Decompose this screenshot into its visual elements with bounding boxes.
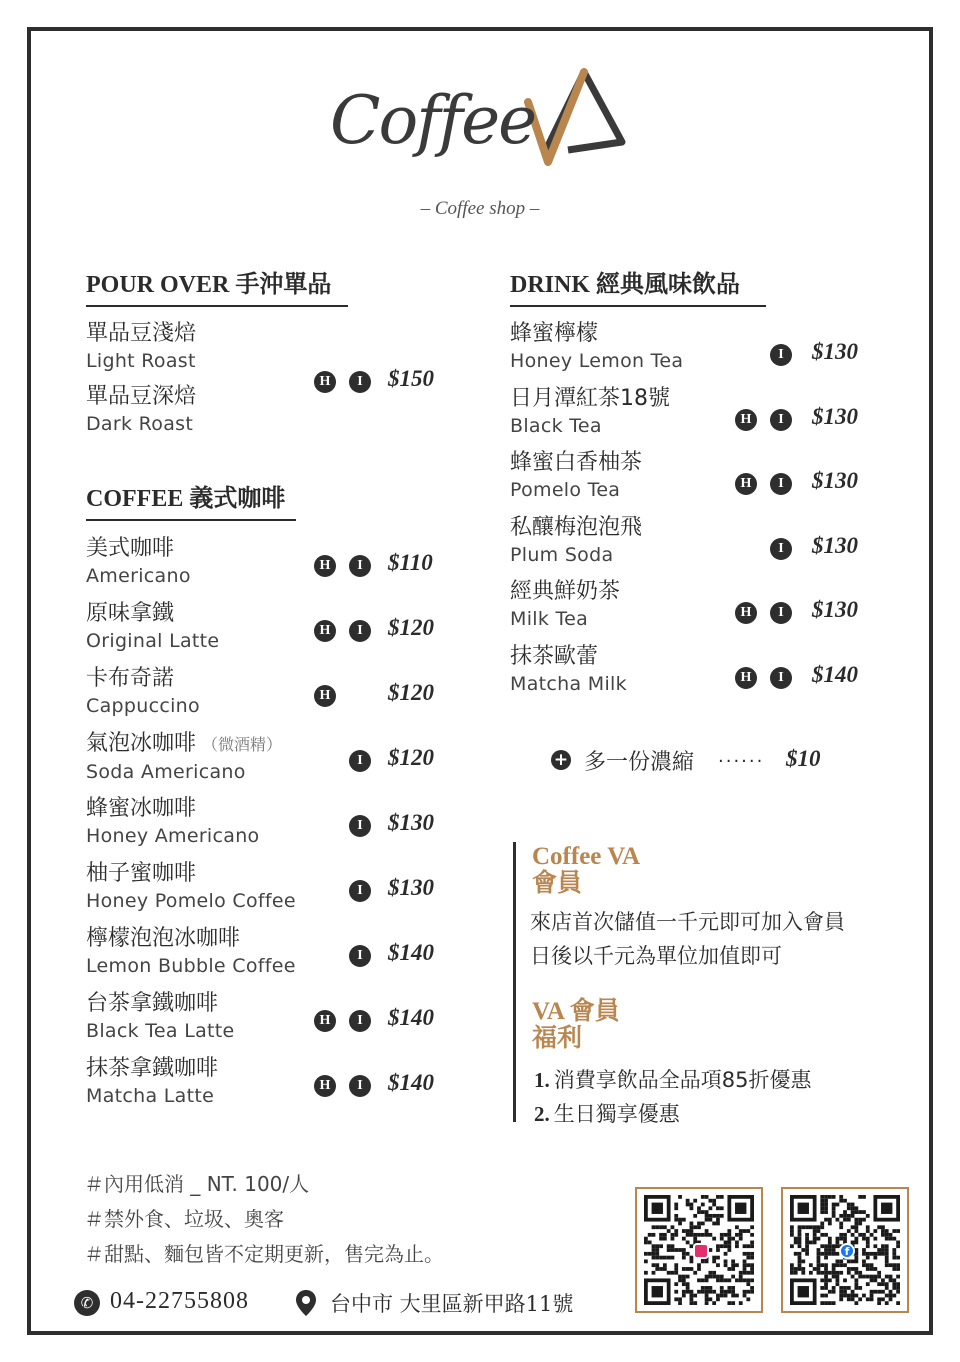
menu-item [86,1055,218,1109]
menu-item [510,643,627,697]
menu-item [86,925,296,979]
iced-badge-icon: I [770,602,792,624]
item-name-en: Black Tea [510,414,602,437]
item-name-en: Plum Soda [510,543,614,566]
hot-badge-icon: H [735,409,757,431]
menu-item-light-roast [86,320,196,374]
iced-badge-icon: I [349,880,371,902]
menu-item [510,449,642,503]
item-name-zh [86,600,219,628]
price: $130 [812,468,858,494]
price: $130 [812,532,858,558]
extra-shot-label: 多一份濃縮 [584,750,695,775]
item-name-zh [86,990,235,1018]
item-name-zh-text: 蜂蜜檸檬 [510,321,599,346]
price: $140 [812,662,858,687]
brand-logo [322,62,640,192]
price: $120 [388,680,434,705]
item-name-zh [510,320,683,348]
menu-item [86,795,259,849]
iced-badge-icon: I [349,371,371,393]
item-name-zh-text: 抹茶歐蕾 [510,644,599,669]
plus-circle-icon: + [551,750,571,770]
menu-item [86,535,191,589]
menu-item [510,578,620,632]
iced-badge-icon: I [770,667,792,689]
logo-wordmark: Coffee [330,82,536,159]
item-name-zh [510,449,642,477]
item-name-en: Lemon Bubble Coffee [86,955,296,977]
iced-badge-icon: I [770,538,792,560]
price: $110 [388,550,433,575]
note-min-charge: ＃內用低消 _ NT. 100/人 [84,1172,310,1196]
iced-badge-icon: I [770,409,792,431]
benefit-number: 1. [534,1068,550,1092]
item-name-en: Honey Pomelo Coffee [86,890,296,912]
item-name-zh [510,643,627,671]
price: $130 [812,597,858,623]
phone-icon: ✆ [74,1290,100,1316]
item-name-en: Matcha Latte [86,1085,215,1107]
hot-badge-icon: H [314,371,336,393]
membership-divider [513,842,516,1122]
item-name-zh: 單品豆淺焙 [86,321,197,346]
item-name-zh-text: 抹茶拿鐵咖啡 [86,1056,219,1081]
item-name-zh-text: 私釀梅泡泡飛 [510,514,643,540]
phone-number[interactable]: 04-22755808 [110,1288,249,1314]
instagram-qr-code[interactable] [635,1187,763,1313]
item-name-zh [86,1055,218,1083]
section-title-drink: DRINK 經典風味飲品 [510,264,766,307]
hot-badge-icon: H [735,667,757,689]
membership-title-line2: 會員 [532,870,583,897]
menu-item [86,860,296,914]
item-name-en: Soda Americano [86,761,246,783]
item-name-en: Pomelo Tea [510,479,621,502]
hot-badge-icon: H [314,1075,336,1097]
iced-badge-icon: I [349,815,371,837]
facebook-qr-code[interactable] [781,1187,909,1313]
item-name-zh-text: 日月潭紅茶18號 [510,385,670,411]
item-name-zh [510,514,642,542]
item-name-en: Black Tea Latte [86,1020,235,1042]
item-name-zh-text: 蜂蜜冰咖啡 [86,796,197,821]
item-name-zh [510,385,670,413]
item-name-en: Light Roast [86,350,196,372]
item-name-zh-text: 氣泡冰咖啡 [86,731,197,756]
menu-item [510,385,670,439]
hot-badge-icon: H [735,602,757,624]
iced-badge-icon: I [349,945,371,967]
item-name-en: Milk Tea [510,608,589,631]
item-name-zh [86,925,296,953]
item-name-zh [86,730,282,759]
benefit-title-line1: VA 會員 [532,998,620,1025]
tagline: – Coffee shop – [420,198,540,219]
instagram-icon [693,1243,709,1259]
item-name-zh-text: 檸檬泡泡冰咖啡 [86,926,241,951]
hot-badge-icon: H [314,685,336,707]
address: 台中市 大里區新甲路11號 [330,1292,574,1316]
iced-badge-icon: I [349,620,371,642]
item-name-zh-text: 原味拿鐵 [86,601,175,626]
hot-badge-icon: H [735,473,757,495]
iced-badge-icon: I [349,750,371,772]
price: $130 [812,403,858,429]
price: $140 [388,1005,434,1030]
benefit-item [534,1064,811,1094]
note-desserts: ＃甜點、麵包皆不定期更新，售完為止。 [84,1242,444,1266]
item-name-zh-text: 經典鮮奶茶 [510,579,621,605]
item-name-en: Honey Americano [86,825,260,847]
item-name-zh [86,535,191,563]
membership-title-line1: Coffee VA [532,843,641,870]
item-name-zh [510,578,620,606]
benefit-item [534,1098,680,1128]
item-name-zh [86,665,200,693]
price: $150 [388,366,434,391]
price: $130 [388,810,434,835]
benefit-text: 生日獨享優惠 [553,1102,680,1126]
item-name-en: Matcha Milk [510,673,627,695]
location-pin-icon [294,1289,318,1317]
iced-badge-icon: I [349,555,371,577]
item-name-zh-text: 台茶拿鐵咖啡 [86,991,219,1016]
item-name-zh-text: 美式咖啡 [86,536,175,561]
item-name-zh: 單品豆深焙 [86,384,197,409]
price: $120 [388,745,434,770]
membership-desc-line2: 日後以千元為單位加值即可 [530,944,782,968]
menu-item [86,665,200,719]
section-title-coffee: COFFEE 義式咖啡 [86,478,296,521]
iced-badge-icon: I [770,473,792,495]
price: $130 [812,339,858,364]
item-name-en: Honey Lemon Tea [510,350,684,372]
item-name-zh [86,860,296,888]
price: $140 [388,940,434,965]
extra-shot-price: $10 [786,746,821,771]
hot-badge-icon: H [314,1010,336,1032]
benefit-title-line2: 福利 [532,1025,583,1052]
iced-badge-icon: I [770,344,792,366]
iced-badge-icon: I [349,1010,371,1032]
extra-dots: ...... [718,746,765,767]
benefit-text: 消費享飲品全品項85折優惠 [553,1068,812,1092]
item-name-en: Americano [86,565,191,587]
price: $130 [388,875,434,900]
hot-badge-icon: H [314,555,336,577]
item-note: （微酒精） [202,735,283,754]
menu-item [86,730,282,785]
section-title-pour-over: POUR OVER 手沖單品 [86,264,348,307]
item-name-en: Dark Roast [86,413,194,435]
facebook-icon: f [839,1243,855,1259]
menu-item [86,990,235,1044]
note-no-outside-food: ＃禁外食、垃圾、奧客 [84,1207,284,1231]
item-name-zh-text: 柚子蜜咖啡 [86,861,197,886]
menu-item [510,514,642,568]
item-name-en: Original Latte [86,630,220,652]
menu-item-dark-roast [86,383,196,437]
item-name-zh-text: 卡布奇諾 [86,666,175,691]
item-name-en: Cappuccino [86,695,200,717]
menu-item [510,320,683,374]
price: $140 [388,1070,434,1095]
menu-item [86,600,219,654]
membership-desc-line1: 來店首次儲值一千元即可加入會員 [530,910,845,934]
hot-badge-icon: H [314,620,336,642]
price: $120 [388,615,434,640]
item-name-zh [86,795,259,823]
item-name-zh-text: 蜂蜜白香柚茶 [510,450,643,476]
benefit-number: 2. [534,1102,550,1126]
iced-badge-icon: I [349,1075,371,1097]
